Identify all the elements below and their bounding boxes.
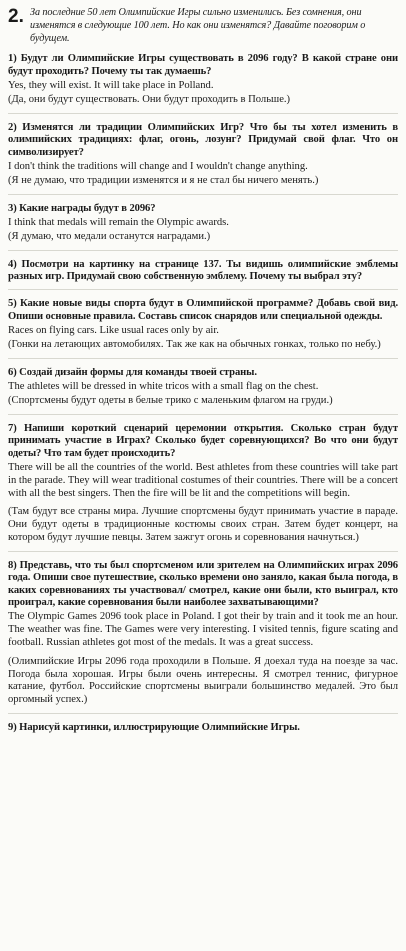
answer-russian: (Олимпийские Игры 2096 года проходили в Польше. Я доехал туда на поезде за час. Погода была хорошая. Игры были очень интересны. Я смотрел теннис, фигурное катание, футбол. Российские спортсмены выиграли большинство медалей. Это был оргомный успех.) <box>8 655 398 706</box>
task-number: 2. <box>8 6 24 27</box>
question-9 <box>8 722 398 734</box>
divider <box>8 113 398 114</box>
question-title: 5) Какие новые виды спорта будут в Олимпийской программе? Добавь свой вид. Опиши основные правила. Составь список снарядов или специальной одежды. <box>8 298 398 322</box>
question-5 <box>8 298 398 351</box>
divider <box>8 414 398 415</box>
question-7 <box>8 423 398 545</box>
answer-russian: (Я не думаю, что традиции изменятся и я не стал бы ничего менять.) <box>8 174 319 186</box>
question-title: 6) Создай дизайн формы для команды твоей страны. <box>8 366 257 378</box>
question-title: 7) Напиши короткий сценарий церемонии открытия. Сколько стран будут принимать участие в Играх? Сколько будет соревнующихся? Во что они будут одеты? Что там будет происходить? <box>8 422 398 459</box>
answer-english: I don't think the traditions will change and I wouldn't change anything. <box>8 161 308 173</box>
divider <box>8 551 398 552</box>
answer-russian: (Да, они будут существовать. Они будут проходить в Польше.) <box>8 94 291 105</box>
divider <box>8 194 398 195</box>
answer-russian: (Там будут все страны мира. Лучшие спортсмены будут принимать участие в параде. Они будут одеты в традиционные костюмы своих стран. Затем будет концерт, на котором будут лучшие певцы. Затем зажгут огонь и соревнования начнуться.) <box>8 506 398 544</box>
question-title: 4) Посмотри на картинку на странице 137. Ты видишь олимпийские эмблемы разных игр. Придумай свою собственную эмблему. Почему ты выбрал эту? <box>8 258 398 283</box>
answer-english: The athletes will be dressed in white tricos with a small flag on the chest. <box>8 381 319 393</box>
question-3 <box>8 203 398 244</box>
question-4 <box>8 259 398 284</box>
question-title: 9) Нарисуй картинки, иллюстрирующие Олимпийские Игры. <box>8 722 300 734</box>
question-title: 1) Будут ли Олимпийские Игры существовать в 2096 году? В какой стране они будут проходить? Почему ты так думаешь? <box>8 53 398 77</box>
divider <box>8 713 398 714</box>
question-title: 3) Какие награды будут в 2096? <box>8 202 156 214</box>
question-6 <box>8 367 398 408</box>
question-8 <box>8 560 398 707</box>
answer-english: I think that medals will remain the Olympic awards. <box>8 217 229 229</box>
question-title: 2) Изменятся ли традиции Олимпийских Игр? Что бы ты хотел изменить в олимпийских традициях: флаг, огонь, лозунг? Придумай свой флаг. Что он символизирует? <box>8 121 398 158</box>
task-header <box>8 6 398 45</box>
divider <box>8 358 398 359</box>
answer-russian: (Гонки на летающих автомобилях. Так же как на обычных гонках, только по небу.) <box>8 339 381 351</box>
answer-russian: (Я думаю, что медали останутся наградами.) <box>8 230 211 242</box>
divider <box>8 289 398 290</box>
answer-english: There will be all the countries of the world. Best athletes from these countries will take part in the parade. They will wear traditional costumes of their countries. There will be a concert with all the best singers. Then the fire will be lit and the competitions will begin. <box>8 462 398 499</box>
question-2 <box>8 122 398 188</box>
question-title: 8) Представь, что ты был спортсменом или зрителем на Олимпийских играх 2096 года. Опиши свое путешествие, сколько времени оно заняло, какая была погода, в каких соревнованиях ты участвовал/ смотрел, какие они были, кто выиграл, кто проиграл, какие соревнования были наиболее захватывающими? <box>8 559 398 609</box>
answer-russian: (Спортсмены будут одеты в белые трико с маленьким флагом на груди.) <box>8 395 333 407</box>
question-1 <box>8 53 398 106</box>
task-instructions: За последние 50 лет Олимпийские Игры сильно изменились. Без сомнения, они изменятся в следующие 100 лет. Но как они изменятся? Давайте поговорим о будущем. <box>30 7 366 44</box>
answer-english: Yes, they will exist. It will take place in Polland. <box>8 80 214 92</box>
answer-english: Races on flying cars. Like usual races only by air. <box>8 325 219 337</box>
answer-english: The Olympic Games 2096 took place in Poland. I got their by train and it took me an hour. The weather was fine. The Games were very interesting. I visited tennis, figure scating and football. Russian athletes got most of the medals. It was a great success. <box>8 611 398 649</box>
divider <box>8 250 398 251</box>
